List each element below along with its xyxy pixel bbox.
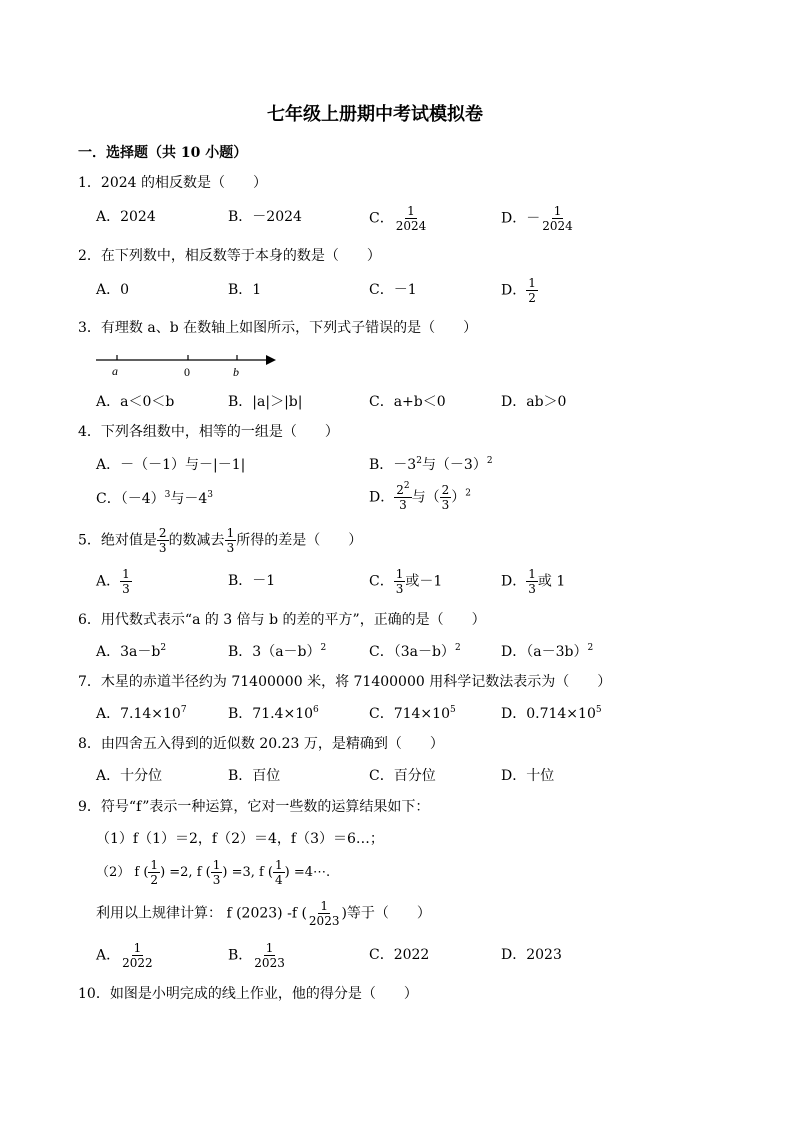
q4-option-d: D． $\frac{2^2}{3}$ 与（ $\frac{2}{3}$ ）$^2$ [369, 481, 471, 512]
question-4-stem: 4．下列各组数中，相等的一组是（ ） [78, 424, 339, 440]
q1-option-c: C． $\frac{1}{2024}$ [369, 204, 427, 233]
section-heading: 一．选择题（共 10 小题） [78, 145, 248, 161]
page-title: 七年级上册期中考试模拟卷 [267, 104, 483, 125]
q3-option-b: B．|a|＞|b| [228, 394, 303, 410]
q1-option-a: A．2024 [96, 209, 156, 225]
q9-rule-1: （1）f（1）＝2，f（2）＝4，f（3）＝6…； [96, 831, 384, 847]
question-7-stem: 7．木星的赤道半径约为 71400000 米，将 71400000 用科学记数法表示为（ ） [78, 674, 612, 690]
q5-option-d: D． $\frac{1}{3}$ 或 1 [501, 567, 566, 596]
q8-option-a: A．十分位 [96, 768, 163, 784]
q6-option-b: B．$3(a-b)^2$ [228, 643, 327, 660]
q7-option-b: B．$71.4\times 10^6$ [228, 705, 319, 722]
q6-option-d: D．$(a-3b)^2$ [501, 643, 594, 660]
q4-option-b: B．$-3^2$与$(-3)^2$ [369, 456, 493, 473]
q9-calculation: 利用以上规律计算： f (2023) -f ( $\frac{1}{2023}$ )等于（ ） [96, 899, 431, 928]
question-1-stem: 1．2024 的相反数是（ ） [78, 175, 267, 191]
q8-option-c: C．百分位 [369, 768, 436, 784]
q9-option-b: B． $\frac{1}{2023}$ [228, 941, 285, 970]
q7-option-c: C．$714\times 10^5$ [369, 705, 456, 722]
question-6-stem: 6．用代数式表示“a 的 3 倍与 b 的差的平方”，正确的是（ ） [78, 612, 486, 628]
q5-option-c: C． $\frac{1}{3}$ 或－1 [369, 567, 443, 596]
q1-option-d: D．－ $\frac{1}{2024}$ [501, 204, 573, 233]
axis-label-b: b [233, 365, 239, 379]
q5-option-a: A． $\frac{1}{3}$ [96, 567, 130, 596]
q9-option-d: D．2023 [501, 947, 562, 963]
q2-option-b: B．1 [228, 282, 262, 298]
number-line [90, 348, 290, 382]
q5-option-b: B．－1 [228, 573, 276, 589]
q7-option-d: D．$0.714\times 10^5$ [501, 705, 602, 722]
q3-option-c: C．a+b＜0 [369, 394, 446, 410]
q9-option-c: C．2022 [369, 947, 430, 963]
q9-option-a: A． $\frac{1}{2022}$ [96, 941, 153, 970]
axis-label-a: a [112, 364, 118, 378]
q1-option-b: B．－2024 [228, 209, 302, 225]
axis-label-zero: 0 [184, 365, 190, 379]
q3-option-a: A．a＜0＜b [96, 394, 175, 410]
q6-option-c: C．$(3a-b)^2$ [369, 643, 461, 660]
q2-option-d: D． $\frac{1}{2}$ [501, 276, 536, 305]
question-2-stem: 2．在下列数中，相反数等于本身的数是（ ） [78, 248, 381, 264]
q4-option-c: C．$(-4)^3$与$-4^3$ [96, 490, 214, 507]
question-3-stem: 3．有理数 a、b 在数轴上如图所示，下列式子错误的是（ ） [78, 320, 478, 336]
question-8-stem: 8．由四舍五入得到的近似数 20.23 万，是精确到（ ） [78, 736, 444, 752]
q7-option-a: A．$7.14\times 10^7$ [96, 705, 187, 722]
q2-option-a: A．0 [96, 282, 130, 298]
q2-option-c: C．－1 [369, 282, 417, 298]
question-10-stem: 10．如图是小明完成的线上作业，他的得分是（ ） [78, 986, 418, 1002]
q6-option-a: A．$3a-b^2$ [96, 643, 167, 660]
question-5-stem: 5．绝对值是 $\frac{2}{3}$ 的数减去 $\frac{1}{3}$ 所得的差是（ ） [78, 526, 363, 555]
q4-option-a: A．－（－1）与－|－1| [96, 457, 246, 473]
q9-rule-2: （2） f ( $\frac{1}{2}$ ) =2, f ( $\frac{1}{3}$ ) =3, f ( $\frac{1}{4}$ ) =4⋯. [96, 858, 331, 887]
q3-option-d: D．ab＞0 [501, 394, 567, 410]
q8-option-b: B．百位 [228, 768, 281, 784]
question-9-stem: 9．符号“f”表示一种运算，它对一些数的运算结果如下： [78, 799, 430, 815]
q8-option-d: D．十位 [501, 768, 555, 784]
